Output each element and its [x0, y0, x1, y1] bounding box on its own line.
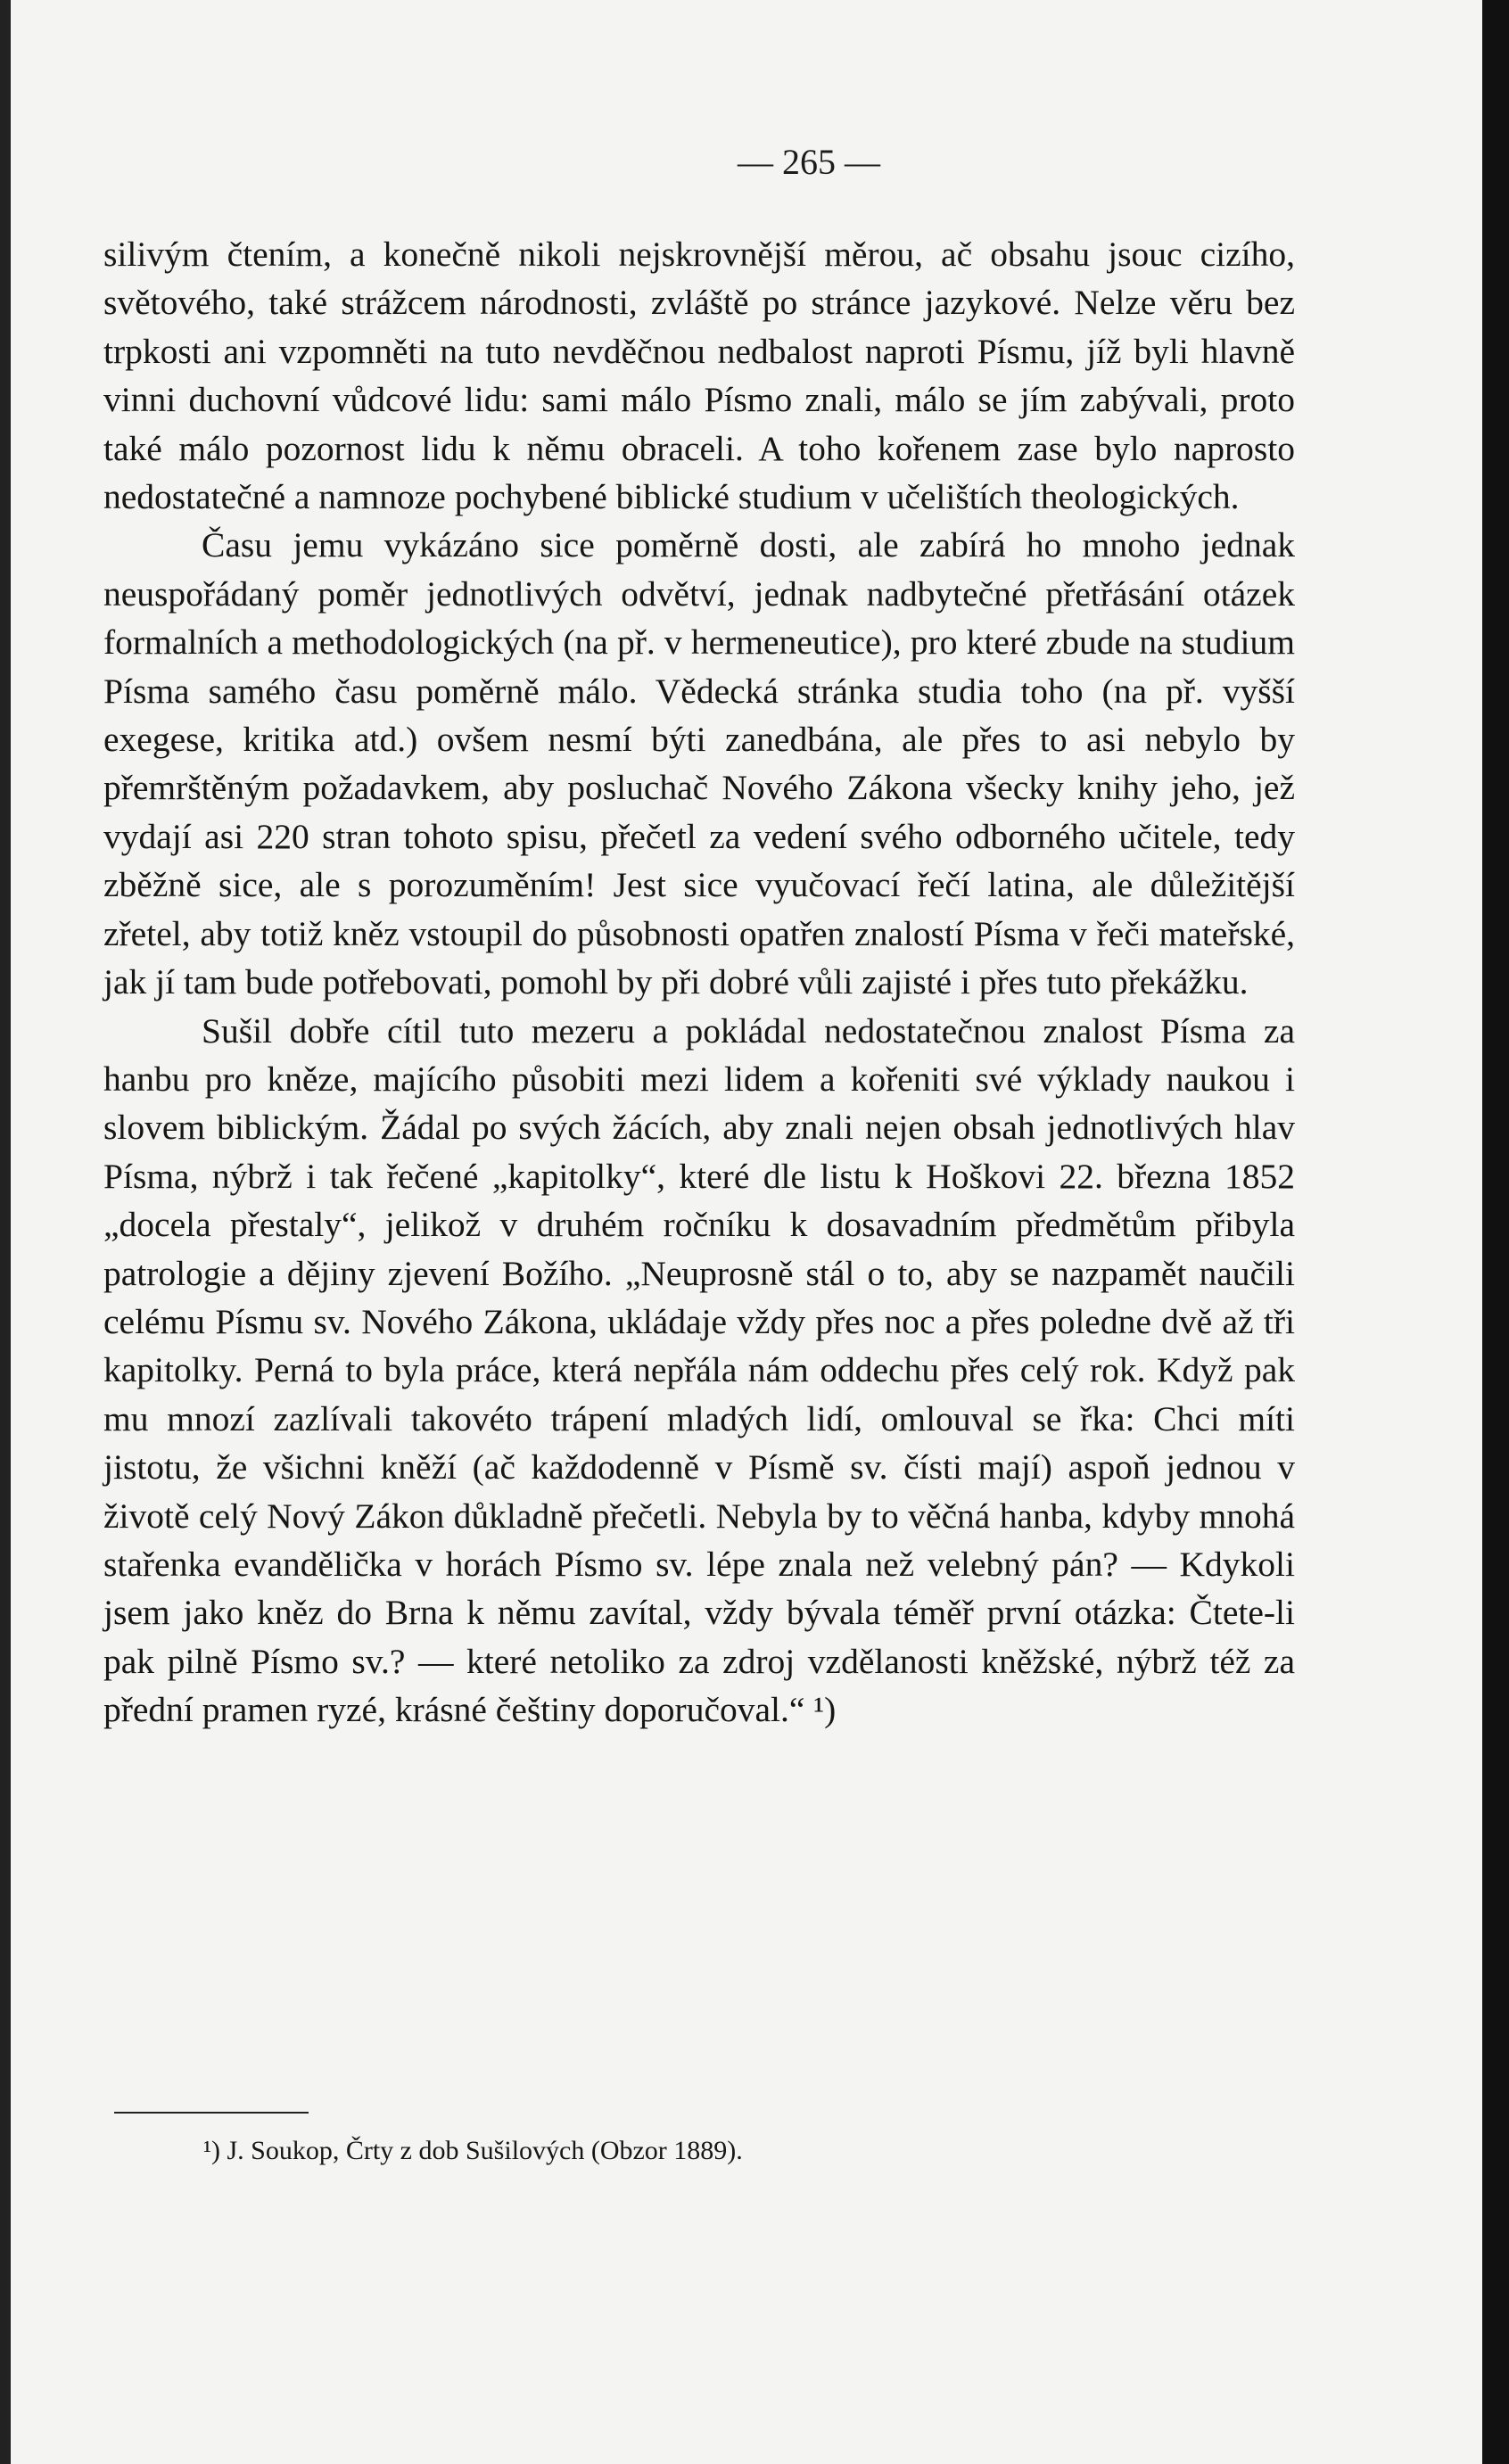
footnote-divider [114, 2112, 309, 2114]
page-number: — 265 — [738, 142, 880, 182]
paragraph-1: silivým čtením, a konečně nikoli nejskrovnější měrou, ač obsahu jsouc cizího, světového, také strážcem národnosti, zvláště po stránce jazykové. Nelze věru bez trpkosti ani vzpomněti na tuto nevděčnou nedbalost naproti Písmu, jíž byli hlavně vinni duchovní vůdcové lidu: sami málo Písmo znali, málo se jím zabývali, proto také málo pozornost lidu k němu obraceli. A toho kořenem zase bylo naprosto nedostatečné a namnoze pochybené biblické studium v učelištích theologických. [103, 235, 1295, 517]
body-text [103, 230, 1295, 1735]
footnote: ¹) J. Soukop, Črty z dob Sušilových (Obzor 1889). [203, 2136, 743, 2165]
book-page [11, 0, 1482, 2464]
scan-left-edge [0, 0, 11, 2464]
paragraph-3: Sušil dobře cítil tuto mezeru a pokládal nedostatečnou znalost Písma za hanbu pro kněze, majícího působiti mezi lidem a kořeniti své výklady naukou i slovem biblickým. Žádal po svých žácích, aby znali nejen obsah jednotlivých hlav Písma, nýbrž i tak řečené „kapitolky“, které dle listu k Hoškovi 22. března 1852 „docela přestaly“, jelikož v druhém ročníku k dosavadním předmětům přibyla patrologie a dějiny zjevení Božího. „Neuprosně stál o to, aby se nazpamět naučili celému Písmu sv. Nového Zákona, ukládaje vždy přes noc a přes poledne dvě až tři kapitolky. Perná to byla práce, která nepřála nám oddechu přes celý rok. Když pak mu mnozí zazlívali takovéto trápení mladých lidí, omlouval se řka: Chci míti jistotu, že všichni kněží (ač každodenně v Písmě sv. čísti mají) aspoň jednou v životě celý Nový Zákon důkladně přečetli. Nebyla by to věčná hanba, kdyby mnohá stařenka evandělička v horách Písmo sv. lépe znala než velebný pán? — Kdykoli jsem jako kněz do Brna k němu zavítal, vždy bývala téměř první otázka: Čtete-li pak pilně Písmo sv.? — které netoliko za zdroj vzdělanosti kněžské, nýbrž též za přední pramen ryzé, krásné češtiny doporučoval.“ ¹) [103, 1010, 1295, 1730]
paragraph-2: Času jemu vykázáno sice poměrně dosti, ale zabírá ho mnoho jednak neuspořádaný poměr jednotlivých odvětví, jednak nadbytečné přetřásání otázek formalních a methodologických (na př. v hermeneutice), pro které zbude na studium Písma samého času poměrně málo. Vědecká stránka studia toho (na př. vyšší exegese, kritika atd.) ovšem nesmí býti zanedbána, ale přes to asi nebylo by přemrštěným požadavkem, aby posluchač Nového Zákona všecky knihy jeho, jež vydají asi 220 stran tohoto spisu, přečetl za vedení svého odborného učitele, tedy zběžně sice, ale s porozuměním! Jest sice vyučovací řečí latina, ale důležitější zřetel, aby totiž kněz vstoupil do působnosti opatřen znalostí Písma v řeči mateřské, jak jí tam bude potřebovati, pomohl by při dobré vůli zajisté i přes tuto překážku. [103, 525, 1295, 1002]
scan-right-edge [1482, 0, 1509, 2464]
